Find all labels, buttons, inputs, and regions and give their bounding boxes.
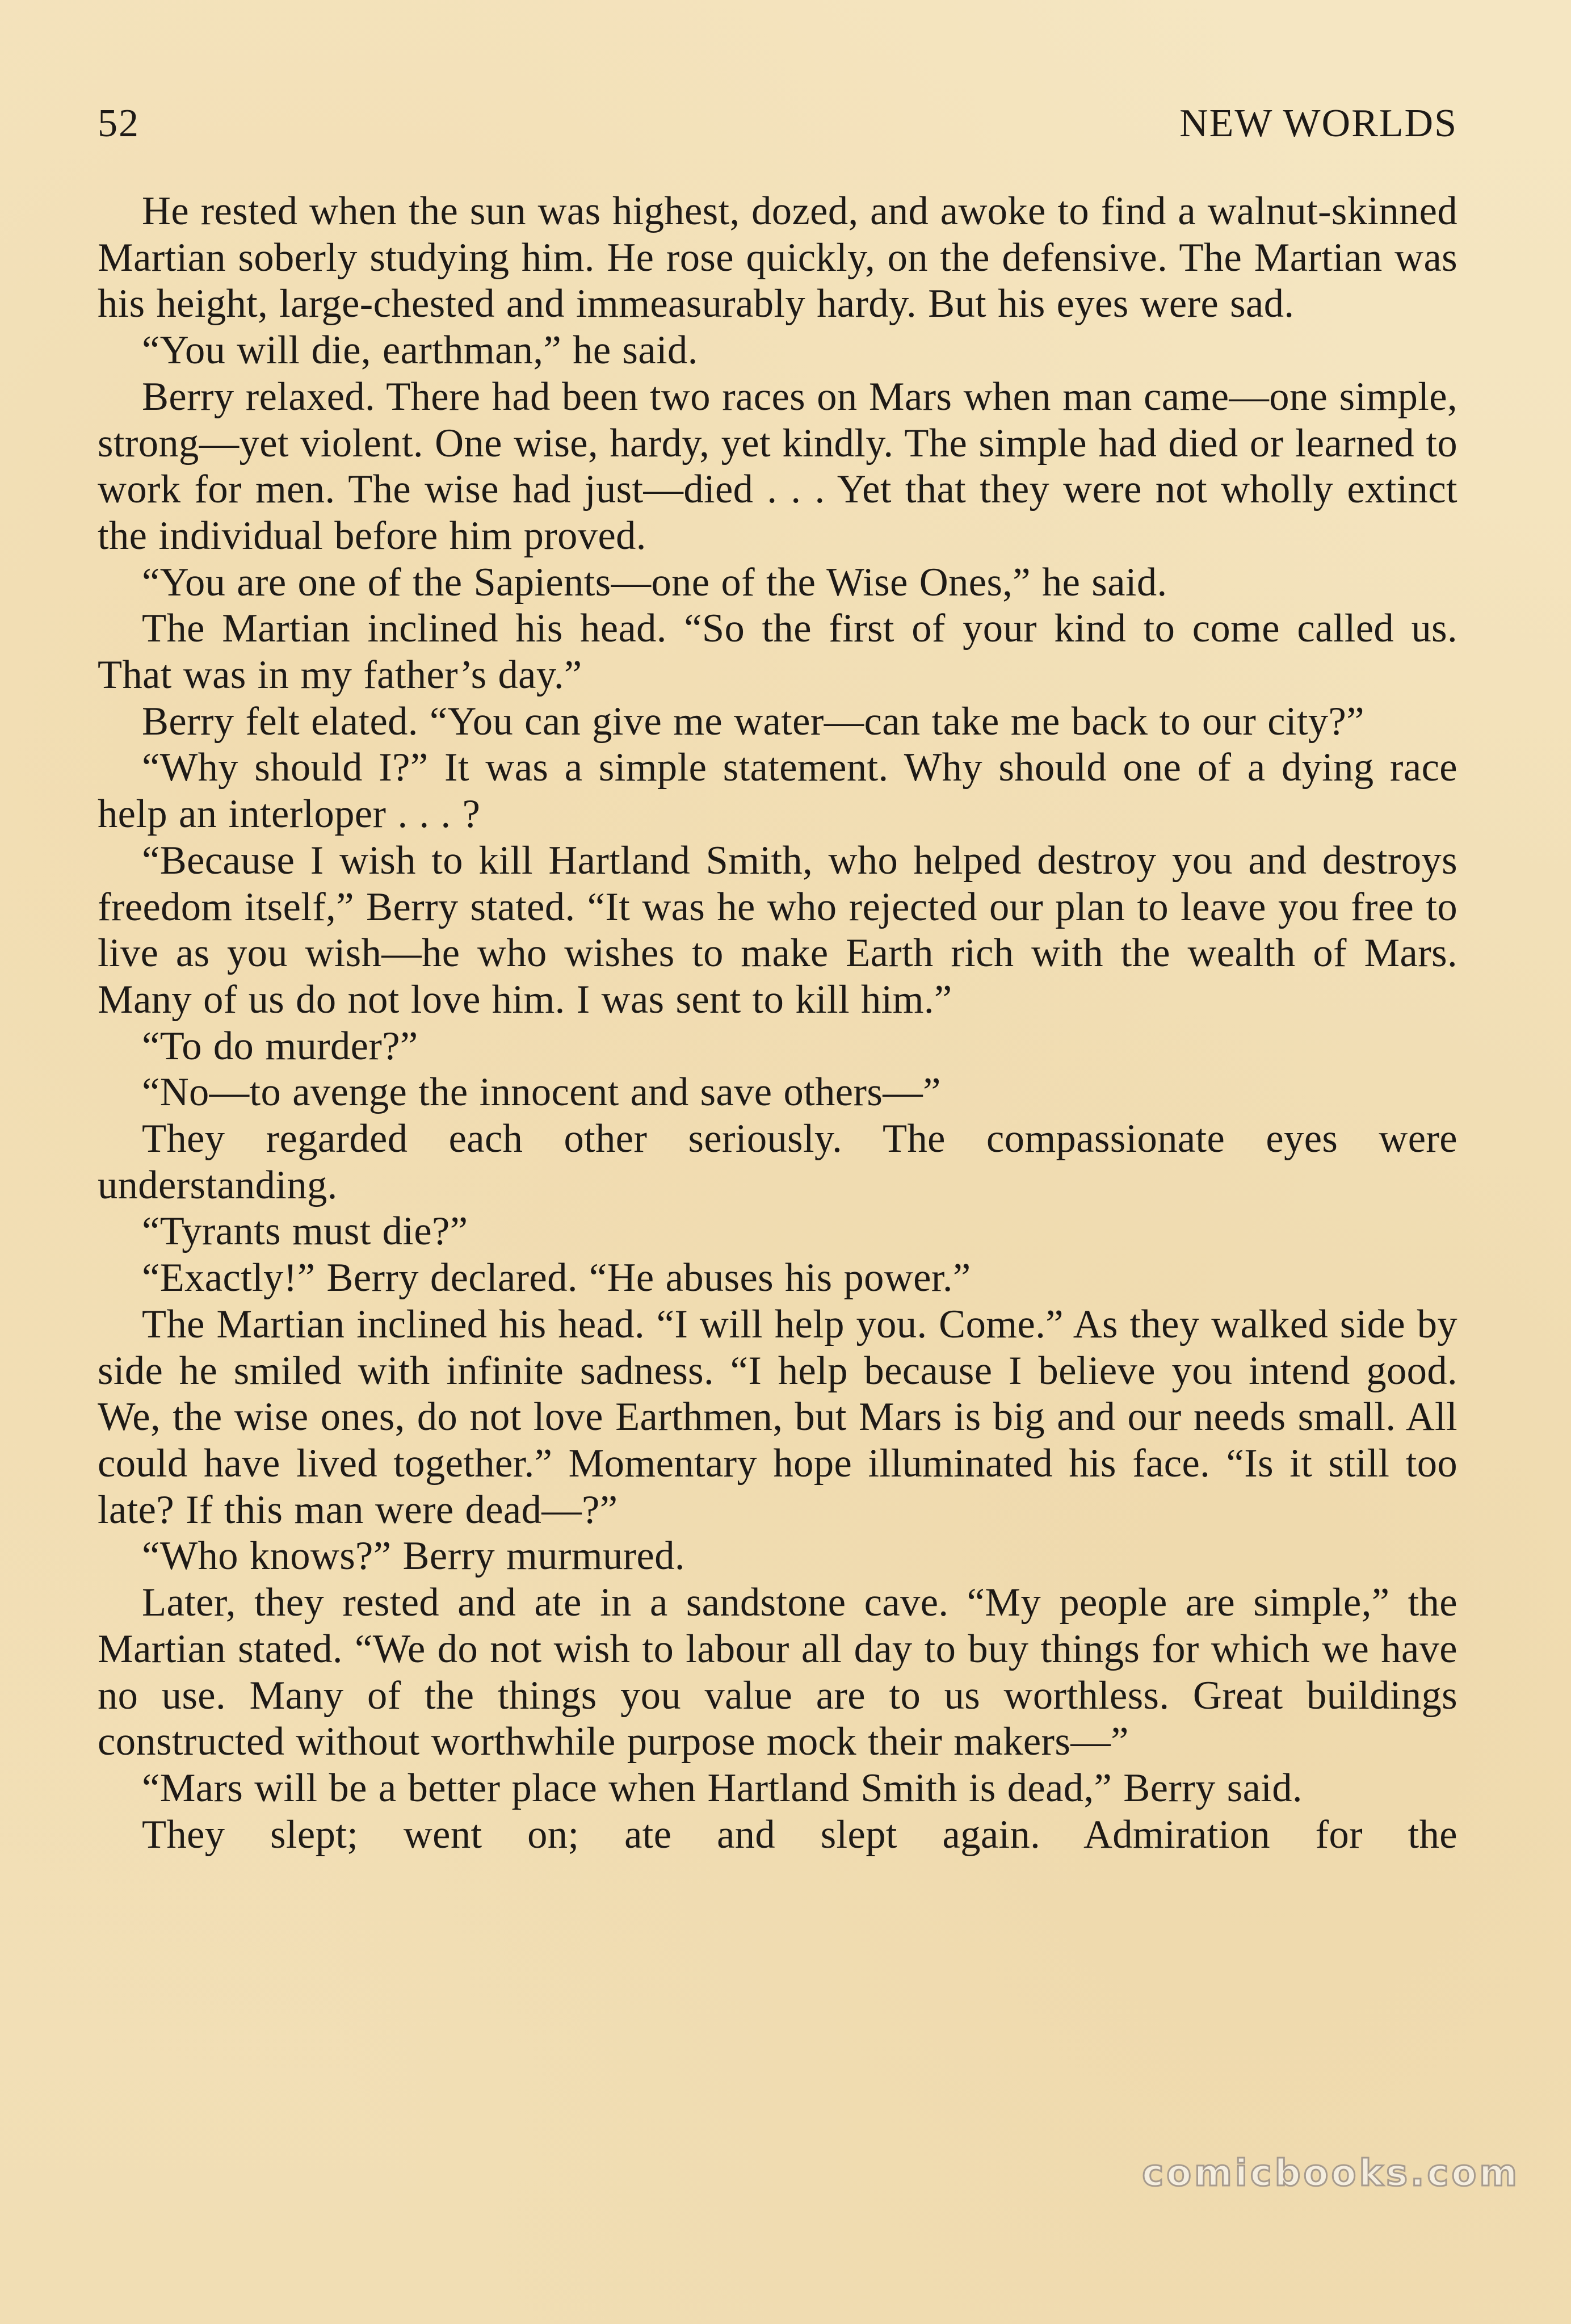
paragraph: Later, they rested and ate in a sandstone cave. “My people are simple,” the Martian stated. “We do not wish to labour all day to buy things for which we have no use. Many of the things you value are to us worthless. Great buildings constructed without worthwhile purpose mock their makers—” (98, 1580, 1457, 1764)
paragraph: He rested when the sun was highest, dozed, and awoke to find a walnut-skinned Martian soberly studying him. He rose quickly, on the defensive. The Martian was his height, large-chested and immeasurably hardy. But his eyes were sad. (98, 189, 1457, 326)
paragraph: Berry felt elated. “You can give me water—can take me back to our city?” (142, 699, 1364, 744)
paragraph: “Because I wish to kill Hartland Smith, who helped destroy you and destroys freedom itself,” Berry stated. “It was he who rejected our plan to leave you free to live as you wish—he who wishes to make Earth rich with the wealth of Mars. Many of us do not love him. I was sent to kill him.” (98, 838, 1457, 1022)
paragraph: “To do murder?” (142, 1023, 418, 1068)
paragraph: They slept; went on; ate and slept again. Admiration for the (142, 1812, 1457, 1857)
paragraph: “Tyrants must die?” (142, 1209, 468, 1254)
watermark: comicbooks.com (1142, 2153, 1520, 2195)
running-head: NEW WORLDS (1179, 102, 1457, 145)
paragraph: The Martian inclined his head. “I will help you. Come.” As they walked side by side he smiled with infinite sadness. “I help because I believe you intend good. We, the wise ones, do not love Earthmen, but Mars is big and our needs small. All could have lived together.” Momentary hope illuminated his face. “Is it still too late? If this man were dead—?” (98, 1302, 1457, 1532)
body-text (98, 188, 1457, 1858)
paragraph: “Why should I?” It was a simple statement. Why should one of a dying race help an interloper . . . ? (98, 745, 1457, 837)
paragraph: “Exactly!” Berry declared. “He abuses his power.” (142, 1256, 971, 1301)
paragraph: “You will die, earthman,” he said. (142, 328, 698, 373)
paragraph: “Mars will be a better place when Hartland Smith is dead,” Berry said. (142, 1765, 1303, 1810)
paragraph: “You are one of the Sapients—one of the Wise Ones,” he said. (142, 560, 1167, 605)
paragraph: They regarded each other seriously. The compassionate eyes were understanding. (98, 1117, 1457, 1207)
paragraph: “Who knows?” Berry murmured. (142, 1534, 685, 1579)
page-number: 52 (98, 102, 140, 145)
paragraph: The Martian inclined his head. “So the first of your kind to come called us. That was in my father’s day.” (98, 606, 1457, 698)
page-header (98, 101, 1457, 158)
paragraph: Berry relaxed. There had been two races on Mars when man came—one simple, strong—yet violent. One wise, hardy, yet kindly. The simple had died or learned to work for men. The wise had just—died . . . Yet that they were not wholly extinct the individual before him proved. (98, 374, 1457, 558)
paragraph: “No—to avenge the innocent and save others—” (142, 1070, 941, 1115)
